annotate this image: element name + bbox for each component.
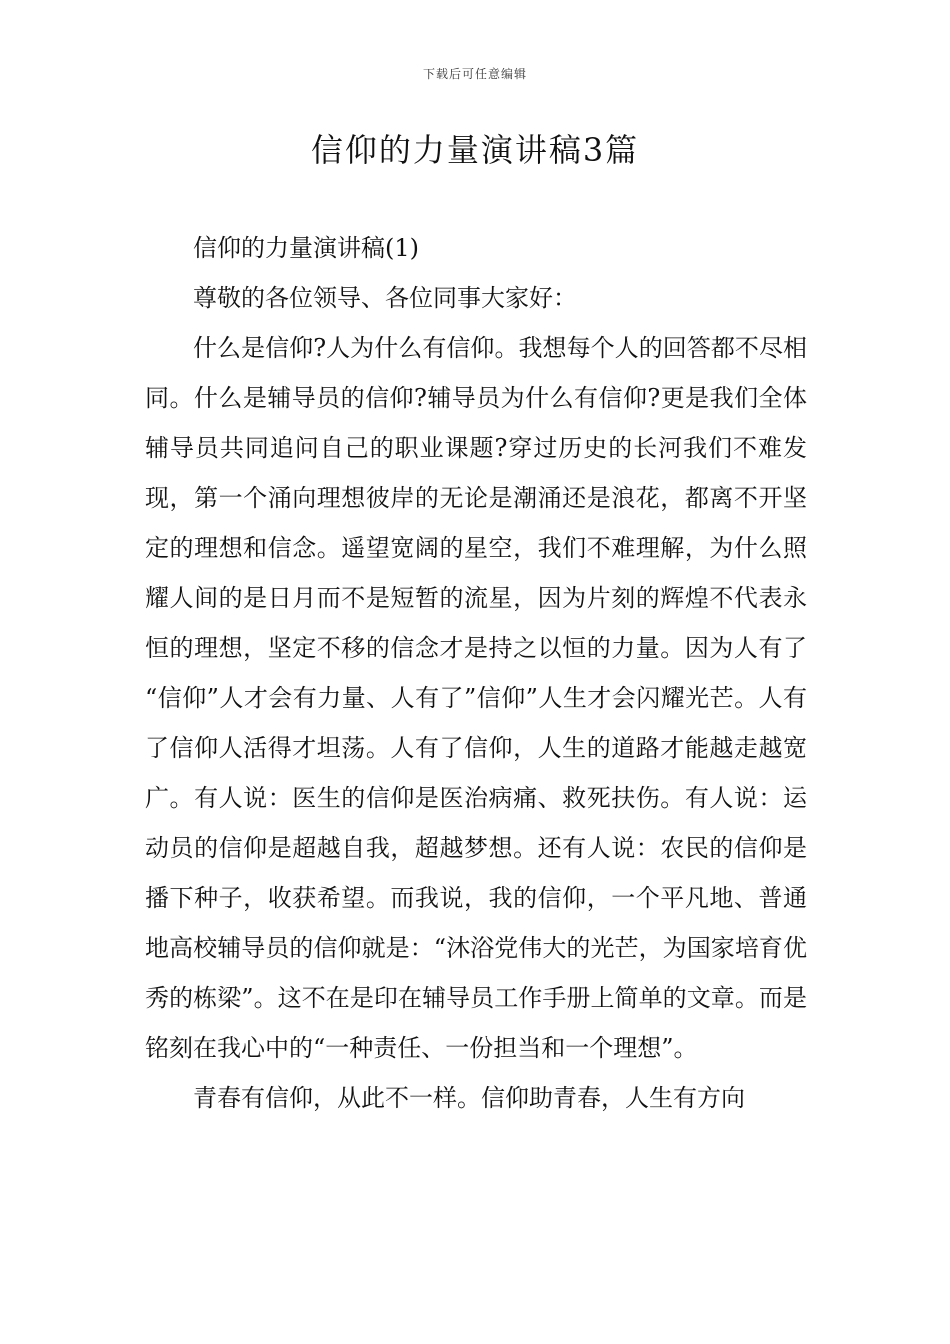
- section-subtitle: 信仰的力量演讲稿(1): [193, 234, 419, 262]
- paragraph: 什么是信仰?人为什么有信仰。我想每个人的回答都不尽相同。什么是辅导员的信仰?辅导员为什么有信仰?更是我们全体辅导员共同追问自己的职业课题?穿过历史的长河我们不难发现，第一个涌向理想彼岸的无论是潮涌还是浪花，都离不开坚定的理想和信念。遥望宽阔的星空，我们不难理解，为什么照耀人间的是日月而不是短暂的流星，因为片刻的辉煌不代表永恒的理想，坚定不移的信念才是持之以恒的力量。因为人有了 “信仰”人才会有力量、人有了”信仰”人生才会闪耀光芒。人有了信仰人活得才坦荡。人有了信仰，人生的道路才能越走越宽广。有人说：医生的信仰是医治病痛、救死扶伤。有人说：运动员的信仰是超越自我，超越梦想。还有人说：农民的信仰是播下种子，收获希望。而我说，我的信仰，一个平凡地、普通地高校辅导员的信仰就是：“沐浴党伟大的光芒，为国家培育优秀的栋梁”。这不在是印在辅导员工作手册上简单的文章。而是铭刻在我心中的“一种责任、一份担当和一个理想”。: [145, 334, 807, 1062]
- header-note: 下载后可任意编辑: [422, 67, 527, 81]
- salutation: 尊敬的各位领导、各位同事大家好：: [193, 284, 577, 312]
- document-body: [145, 223, 807, 1123]
- page-title: 信仰的力量演讲稿3篇: [310, 131, 640, 169]
- paragraph: 青春有信仰，从此不一样。信仰助青春，人生有方向: [193, 1084, 745, 1112]
